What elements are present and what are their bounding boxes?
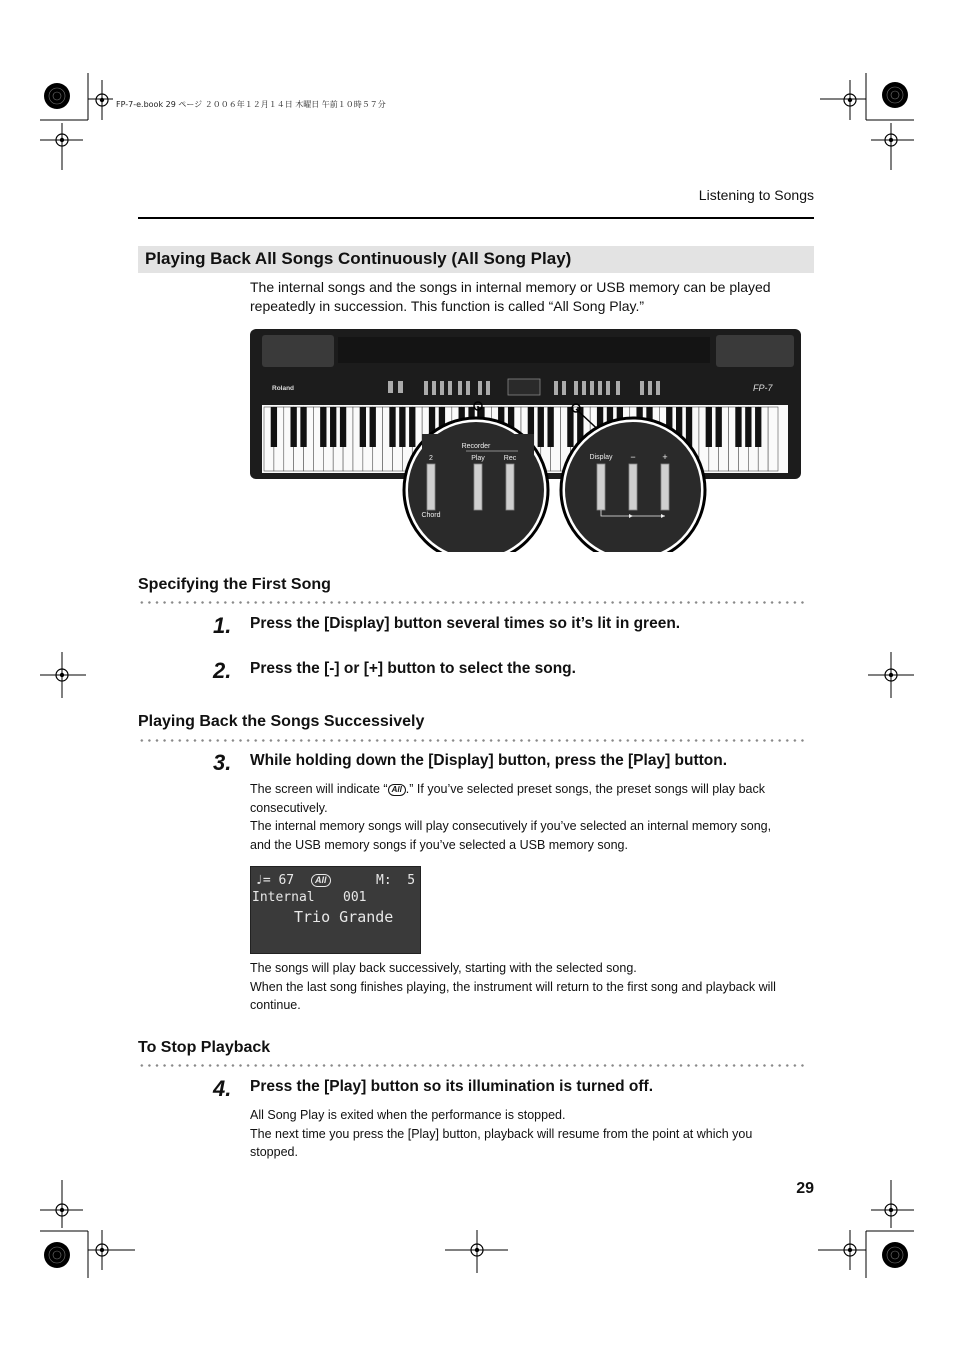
step-text: While holding down the [Display] button, press the [Play] button. [250,752,728,769]
step3-text-prefix: The screen will indicate “ [250,782,388,796]
dotted-rule [138,739,804,742]
file-info: FP-7-e.book 29 ページ ２００６年１２月１４日 木曜日 午前１０時５７分 [116,100,386,109]
subheading-first-song: Specifying the First Song [138,576,331,593]
after-lcd-line: When the last song finishes playing, the instrument will return to the first song and playback will [250,979,776,994]
chord-label: Chord [421,512,441,519]
running-head: Listening to Songs [698,187,814,203]
black-key [370,407,376,447]
black-key [716,407,722,447]
brand-logo: Roland [272,385,295,392]
black-key [290,407,296,447]
button-2-label: 2 [429,455,433,462]
after-lcd-text [250,959,810,1015]
step-text: Press the [Play] button so its illumination is turned off. [250,1078,654,1095]
black-key [399,407,405,447]
dotted-rule [138,1064,804,1067]
subheading-playback: Playing Back the Songs Successively [138,713,425,730]
intro-line: repeatedly in succession. This function is called “All Song Play.” [250,298,645,314]
piano-illustration [248,327,804,552]
step-number: 1. [213,613,232,638]
black-key [755,407,761,447]
black-key [745,407,751,447]
step-text: Press the [Display] button several times so it’s lit in green. [250,615,681,632]
black-key [330,407,336,447]
step4-text-line: stopped. [250,1145,298,1159]
subheading-stop: To Stop Playback [138,1039,271,1056]
lcd-song-name: Trio Grande [294,908,394,926]
all-song-icon: All [388,784,406,796]
play-button [474,464,482,510]
rec-button-label: Rec [503,455,517,462]
minus-button [629,464,637,510]
black-key [538,407,544,447]
black-key [567,407,573,447]
black-key [340,407,346,447]
recorder-label: Recorder [461,443,491,450]
step4-explanation [250,1106,810,1162]
step-text: Press the [-] or [+] button to select the song. [250,660,576,677]
plus-label: + [662,452,668,462]
plus-button [661,464,669,510]
step3-text-line: consecutively. [250,800,328,815]
step-number: 2. [213,658,232,683]
play-button-label: Play [471,455,485,462]
step-number: 3. [213,750,232,775]
step4-text-line: All Song Play is exited when the performance is stopped. [250,1108,566,1122]
white-key [768,407,778,471]
black-key [320,407,326,447]
step3-text-suffix: .” If you’ve selected preset songs, the preset songs will play back [405,782,766,796]
step3-explanation [250,780,810,854]
minus-label: − [630,452,636,462]
step3-text-line: The internal memory songs will play consecutively if you’ve selected an internal memory song, [250,819,772,833]
black-key [409,407,415,447]
lcd-measure: M: 5 [376,873,416,888]
display-label: Display [589,454,613,461]
step-number: 4. [213,1076,232,1101]
black-key [547,407,553,447]
black-key [706,407,712,447]
header-rule [138,217,814,219]
step4-text-line: The next time you press the [Play] button, playback will resume from the point at which you [250,1126,753,1141]
lcd-song-number: 001 [343,890,367,905]
button-2 [427,464,435,510]
black-key [360,407,366,447]
black-key [300,407,306,447]
section-title: Playing Back All Songs Continuously (All Song Play) [145,249,572,268]
lcd-tempo: ♩= 67 [255,873,295,888]
page-number: 29 [796,1180,814,1197]
step3-text-line: and the USB memory songs if you’ve selected a USB memory song. [250,837,628,852]
model-logo: FP-7 [753,383,773,393]
rec-button [506,464,514,510]
after-lcd-line: continue. [250,998,301,1012]
intro-paragraph [250,278,771,316]
after-lcd-line: The songs will play back successively, starting with the selected song. [250,961,637,975]
lcd-screen [250,866,421,954]
dotted-rule [138,601,804,604]
lcd-source: Internal [252,890,315,905]
lcd-all-icon: All [311,874,331,887]
intro-line: The internal songs and the songs in internal memory or USB memory can be played [250,279,771,295]
display-button [597,464,605,510]
black-key [271,407,277,447]
black-key [389,407,395,447]
black-key [735,407,741,447]
